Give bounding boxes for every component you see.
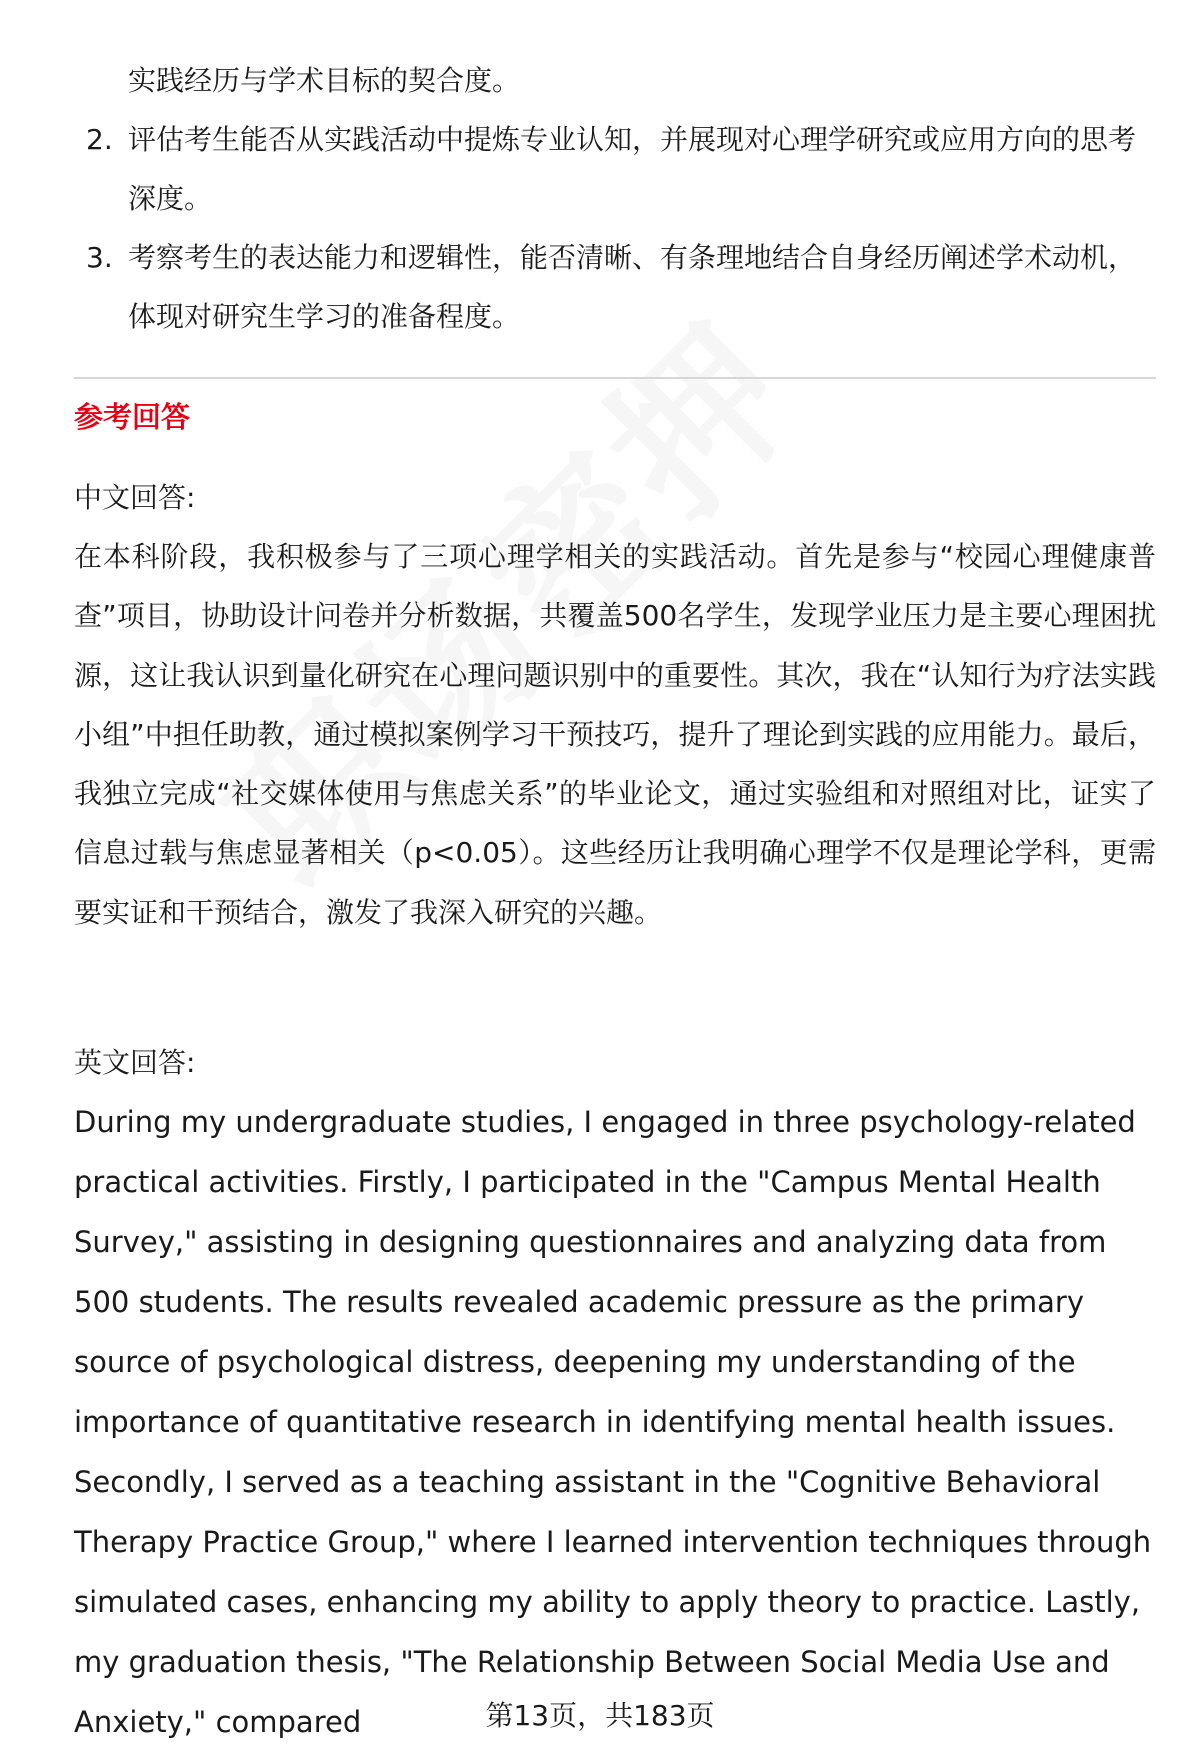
section-divider xyxy=(74,377,1156,379)
list-item-text: 考察考生的表达能力和逻辑性，能否清晰、有条理地结合自身经历阐述学术动机，体现对研究生学习的准备程度。 xyxy=(128,241,1137,333)
list-item-text: 评估考生能否从实践活动中提炼专业认知，并展现对心理学研究或应用方向的思考深度。 xyxy=(128,123,1137,215)
english-answer-text: During my undergraduate studies, I engaged in three psychology-related practical activities. Firstly, I participated in the "Campus Mental Health Survey," assisting in designing questionnaires and analyzing data from 500 students. The results revealed academic pressure as the primary source of psychological distress, deepening my understanding of the importance of quantitative research in identifying mental health issues. Secondly, I served as a teaching assistant in the "Cognitive Behavioral Therapy Practice Group," where I learned intervention techniques through simulated cases, enhancing my ability to apply theory to practice. Lastly, my graduation thesis, "The Relationship Between Social Media Use and Anxiety," compared xyxy=(74,1105,1152,1739)
chinese-answer-label: 中文回答: xyxy=(74,481,196,514)
english-answer-label: 英文回答: xyxy=(74,1046,196,1079)
list-item xyxy=(74,228,1154,346)
list-item-continuation: 实践经历与学术目标的契合度。 xyxy=(128,64,521,97)
section-title: 参考回答 xyxy=(74,400,191,434)
list-item-number: 3. xyxy=(86,241,113,274)
chinese-answer-text: 在本科阶段，我积极参与了三项心理学相关的实践活动。首先是参与“校园心理健康普查”项目，协助设计问卷并分析数据，共覆盖500名学生，发现学业压力是主要心理困扰源，这让我认识到量化研究在心理问题识别中的重要性。其次，我在“认知行为疗法实践小组”中担任助教，通过模拟案例学习干预技巧，提升了理论到实践的应用能力。最后，我独立完成“社交媒体使用与焦虑关系”的毕业论文，通过实验组和对照组对比，证实了信息过载与焦虑显著相关（p<0.05）。这些经历让我明确心理学不仅是理论学科，更需要实证和干预结合，激发了我深入研究的兴趣。 xyxy=(74,540,1156,929)
list-item-number: 2. xyxy=(86,123,113,156)
page-number: 第13页，共183页 xyxy=(485,1699,715,1732)
list-item xyxy=(74,110,1154,228)
criteria-list xyxy=(74,110,1154,346)
